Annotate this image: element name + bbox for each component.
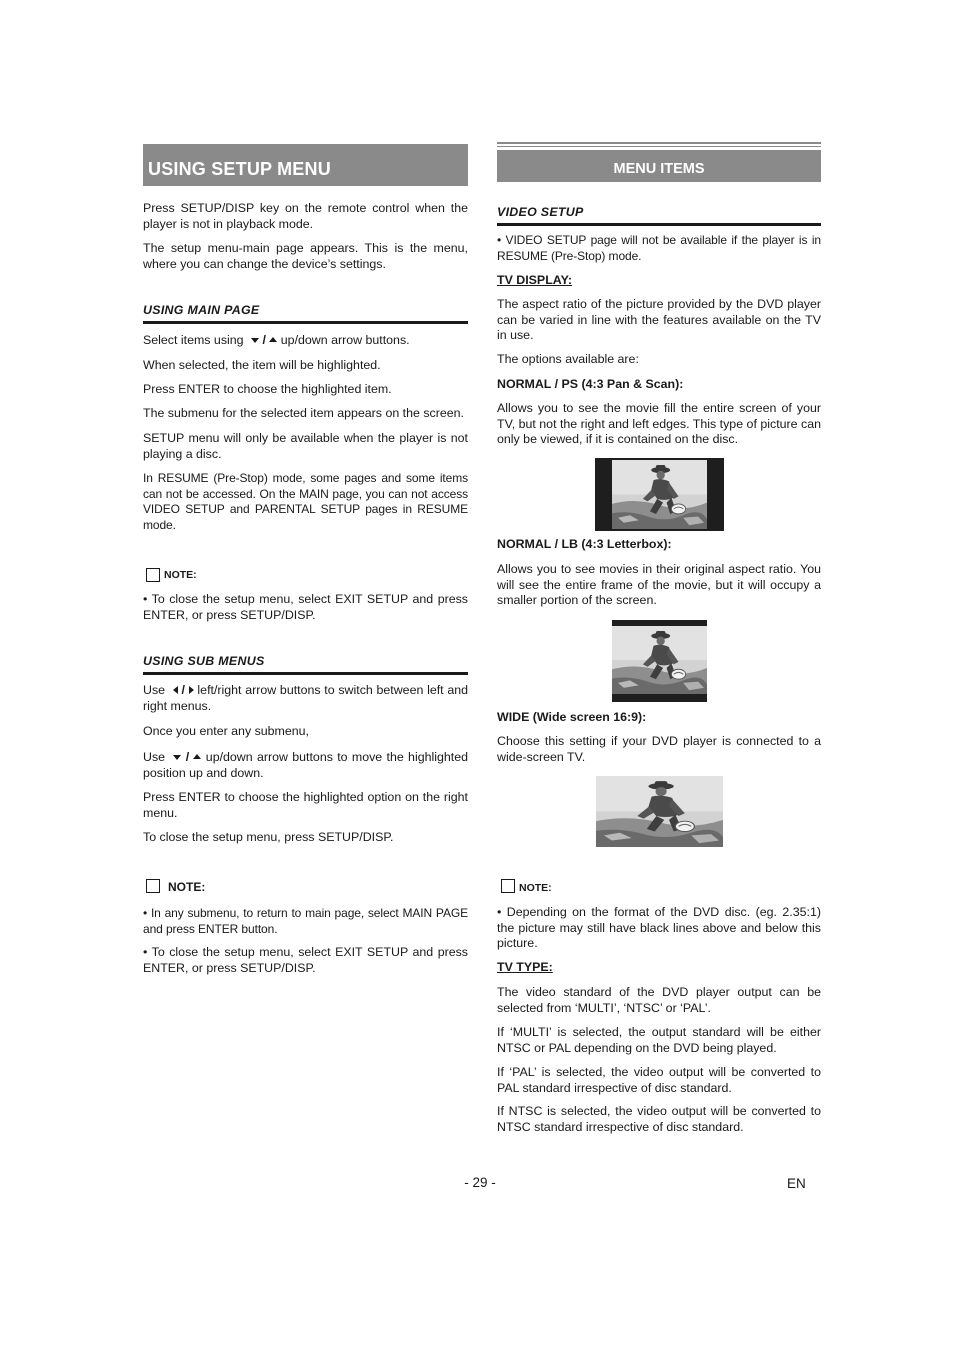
tv-type-line-2: If ‘MULTI’ is selected, the output standard will be either NTSC or PAL depending on the DVD being played. xyxy=(497,1025,821,1055)
page-title-banner xyxy=(143,144,468,186)
right-arrow-icon xyxy=(189,686,194,694)
banner-top-rule xyxy=(497,142,821,144)
section-heading-video-setup: VIDEO SETUP xyxy=(497,205,584,219)
right-note: • Depending on the format of the DVD disc. (eg. 2.35:1) the picture may still have black lines above and below this picture. xyxy=(497,905,821,950)
video-setup-note: • VIDEO SETUP page will not be available if the player is in RESUME (Pre-Stop) mode. xyxy=(497,233,821,263)
main-page-line-4: SETUP menu will only be available when the player is not playing a disc. xyxy=(143,431,468,461)
options-intro: The options available are: xyxy=(497,352,639,366)
wide-title: WIDE (Wide screen 16:9): xyxy=(497,710,647,724)
press-enter-line: Press ENTER to choose the highlighted option on the right menu. xyxy=(143,790,468,820)
wide-desc: Choose this setting if your DVD player is connected to a wide-screen TV. xyxy=(497,734,821,764)
intro-paragraph-1: Press SETUP/DISP key on the remote control when the player is not in playback mode. xyxy=(143,201,468,231)
section-heading-main-page: USING MAIN PAGE xyxy=(143,303,260,317)
banner-top-rule xyxy=(497,146,821,147)
section-rule xyxy=(497,223,821,226)
use-lr-pre: Use xyxy=(143,683,166,697)
main-page-line-2: Press ENTER to choose the highlighted item. xyxy=(143,382,392,396)
select-items-line: Select items using / up/down arrow buttons. xyxy=(143,333,410,347)
tv-type-line-3: If ‘PAL’ is selected, the video output will be converted to PAL standard irrespective of disc standard. xyxy=(497,1065,821,1095)
page-title: USING SETUP MENU xyxy=(148,159,331,179)
section-heading-sub-menus: USING SUB MENUS xyxy=(143,654,265,668)
use-ud-post: up/down arrow buttons to move the highlighted position up and down. xyxy=(143,750,468,780)
note-label: NOTE: xyxy=(519,882,552,894)
sub-menus-note-2: • To close the setup menu, select EXIT SETUP and press ENTER, or press SETUP/DISP. xyxy=(143,945,468,975)
menu-items-banner xyxy=(497,150,821,182)
select-items-post: up/down arrow buttons. xyxy=(280,333,410,347)
letterbox-title: NORMAL / LB (4:3 Letterbox): xyxy=(497,537,672,551)
use-left-right-line: Use / left/right arrow buttons to switch between left and right menus. xyxy=(143,683,469,713)
up-arrow-icon xyxy=(269,337,277,342)
pan-scan-title: NORMAL / PS (4:3 Pan & Scan): xyxy=(497,377,684,391)
note-icon xyxy=(501,879,515,893)
main-page-line-1: When selected, the item will be highlighted. xyxy=(143,358,381,372)
tv-type-line-1: The video standard of the DVD player output can be selected from ‘MULTI’, ‘NTSC’ or ‘PAL’. xyxy=(497,985,821,1015)
sub-menus-note-1: • In any submenu, to return to main page, select MAIN PAGE and press ENTER button. xyxy=(143,906,468,936)
tv-display-desc: The aspect ratio of the picture provided by the DVD player can be varied in line with the features available on the TV in use. xyxy=(497,297,821,342)
use-ud-pre: Use xyxy=(143,750,166,764)
tv-display-heading: TV DISPLAY: xyxy=(497,273,573,287)
note-icon xyxy=(146,879,160,893)
down-arrow-icon xyxy=(251,338,259,343)
section-rule xyxy=(143,321,468,324)
up-arrow-icon xyxy=(193,754,201,759)
page-number: - 29 - xyxy=(464,1175,496,1190)
wide-image xyxy=(596,776,723,847)
once-line: Once you enter any submenu, xyxy=(143,724,309,738)
use-up-down-line: Use / up/down arrow buttons to move the highlighted position up and down. xyxy=(143,750,468,780)
tv-type-line-4: If NTSC is selected, the video output will be converted to NTSC standard irrespective of disc standard. xyxy=(497,1104,821,1134)
main-page-note: • To close the setup menu, select EXIT SETUP and press ENTER, or press SETUP/DISP. xyxy=(143,592,468,622)
pan-scan-image xyxy=(595,458,724,531)
section-rule xyxy=(143,672,468,675)
letterbox-desc: Allows you to see movies in their original aspect ratio. You will see the entire frame of the movie, but it will occupy a smaller portion of the screen. xyxy=(497,562,821,607)
main-page-line-3: The submenu for the selected item appears on the screen. xyxy=(143,406,464,420)
note-label: NOTE: xyxy=(164,569,197,581)
note-icon xyxy=(146,568,160,582)
close-line: To close the setup menu, press SETUP/DISP. xyxy=(143,830,394,844)
language-code: EN xyxy=(787,1176,806,1191)
note-label: NOTE: xyxy=(168,880,206,894)
letterbox-image xyxy=(612,620,707,702)
tv-type-heading: TV TYPE: xyxy=(497,960,553,974)
pan-scan-desc: Allows you to see the movie fill the entire screen of your TV, but not the right and left edges. This type of picture can only be viewed, if it is contained on the disc. xyxy=(497,401,821,446)
select-items-pre: Select items using xyxy=(143,333,244,347)
menu-items-title: MENU ITEMS xyxy=(613,161,705,177)
main-page-line-5: In RESUME (Pre-Stop) mode, some pages and some items can not be accessed. On the MAIN page, you can not access VIDEO SETUP and PARENTAL SETUP pages in RESUME mode. xyxy=(143,471,468,532)
use-lr-post: left/right arrow buttons to switch between left and right menus. xyxy=(143,683,469,713)
intro-paragraph-2: The setup menu-main page appears. This is the menu, where you can change the device’s settings. xyxy=(143,241,468,271)
